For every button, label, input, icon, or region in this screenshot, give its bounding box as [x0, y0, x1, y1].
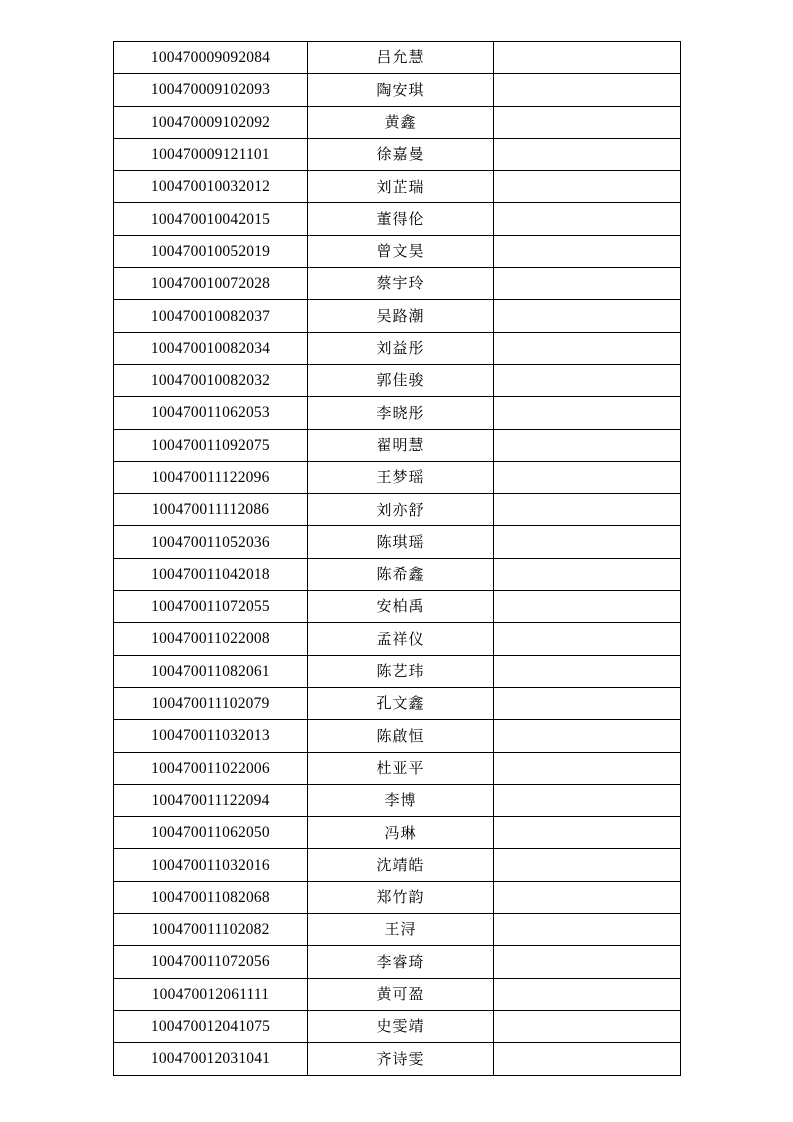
table-row	[114, 946, 681, 978]
candidate-id-cell: 100470010042015	[114, 203, 308, 235]
candidate-remarks-cell	[494, 74, 681, 106]
candidate-name-cell: 郑竹韵	[308, 881, 494, 913]
candidate-name-cell: 李博	[308, 784, 494, 816]
candidate-id-cell: 100470011102082	[114, 914, 308, 946]
candidate-id-cell: 100470011052036	[114, 526, 308, 558]
candidate-id-cell: 100470009102093	[114, 74, 308, 106]
candidate-id-cell: 100470011022006	[114, 752, 308, 784]
table-row	[114, 1010, 681, 1042]
table-row	[114, 655, 681, 687]
table-row	[114, 461, 681, 493]
candidate-remarks-cell	[494, 397, 681, 429]
candidate-remarks-cell	[494, 332, 681, 364]
candidate-name-cell: 翟明慧	[308, 429, 494, 461]
candidate-name-cell: 杜亚平	[308, 752, 494, 784]
candidate-id-cell: 100470011092075	[114, 429, 308, 461]
table-row	[114, 978, 681, 1010]
candidate-id-cell: 100470011082068	[114, 881, 308, 913]
table-row	[114, 42, 681, 74]
candidate-remarks-cell	[494, 849, 681, 881]
candidate-remarks-cell	[494, 623, 681, 655]
table-row	[114, 332, 681, 364]
candidate-remarks-cell	[494, 558, 681, 590]
candidate-name-cell: 曾文昊	[308, 235, 494, 267]
candidate-name-cell: 刘益彤	[308, 332, 494, 364]
table-row	[114, 429, 681, 461]
candidate-id-cell: 100470011032013	[114, 720, 308, 752]
candidate-id-cell: 100470010082037	[114, 300, 308, 332]
table-row	[114, 591, 681, 623]
candidate-remarks-cell	[494, 655, 681, 687]
candidate-remarks-cell	[494, 978, 681, 1010]
candidate-remarks-cell	[494, 429, 681, 461]
candidate-id-cell: 100470011022008	[114, 623, 308, 655]
candidate-name-cell: 沈靖皓	[308, 849, 494, 881]
table-row	[114, 1043, 681, 1075]
candidate-name-cell: 蔡宇玲	[308, 268, 494, 300]
candidate-name-cell: 吴路潮	[308, 300, 494, 332]
candidate-id-cell: 100470009092084	[114, 42, 308, 74]
table-row	[114, 268, 681, 300]
candidate-id-cell: 100470011112086	[114, 494, 308, 526]
candidate-id-cell: 100470010082034	[114, 332, 308, 364]
table-row	[114, 526, 681, 558]
candidate-name-cell: 王梦瑶	[308, 461, 494, 493]
candidate-remarks-cell	[494, 106, 681, 138]
candidate-remarks-cell	[494, 1043, 681, 1075]
table-row	[114, 106, 681, 138]
table-row	[114, 494, 681, 526]
candidate-name-cell: 徐嘉曼	[308, 138, 494, 170]
candidate-name-cell: 郭佳骏	[308, 364, 494, 396]
candidate-remarks-cell	[494, 817, 681, 849]
candidate-id-cell: 100470009121101	[114, 138, 308, 170]
candidate-name-cell: 史雯靖	[308, 1010, 494, 1042]
candidate-remarks-cell	[494, 784, 681, 816]
table-row	[114, 138, 681, 170]
candidate-remarks-cell	[494, 42, 681, 74]
candidate-id-cell: 100470011082061	[114, 655, 308, 687]
candidate-name-cell: 孟祥仪	[308, 623, 494, 655]
table-row	[114, 784, 681, 816]
candidate-remarks-cell	[494, 171, 681, 203]
candidate-id-cell: 100470012041075	[114, 1010, 308, 1042]
candidate-id-cell: 100470010032012	[114, 171, 308, 203]
candidate-name-cell: 刘芷瑞	[308, 171, 494, 203]
table-row	[114, 364, 681, 396]
candidate-remarks-cell	[494, 268, 681, 300]
candidate-id-cell: 100470011072056	[114, 946, 308, 978]
table-row	[114, 300, 681, 332]
candidate-name-cell: 黄可盈	[308, 978, 494, 1010]
candidate-remarks-cell	[494, 364, 681, 396]
candidate-name-cell: 冯琳	[308, 817, 494, 849]
candidate-id-cell: 100470011122094	[114, 784, 308, 816]
candidate-id-cell: 100470010082032	[114, 364, 308, 396]
candidate-name-cell: 陶安琪	[308, 74, 494, 106]
table-row	[114, 881, 681, 913]
table-row	[114, 203, 681, 235]
candidate-remarks-cell	[494, 720, 681, 752]
candidate-id-cell: 100470011062050	[114, 817, 308, 849]
candidate-name-cell: 董得伦	[308, 203, 494, 235]
candidate-name-cell: 安柏禹	[308, 591, 494, 623]
candidate-id-cell: 100470010072028	[114, 268, 308, 300]
candidate-id-cell: 100470012031041	[114, 1043, 308, 1075]
candidate-remarks-cell	[494, 203, 681, 235]
candidate-name-cell: 吕允慧	[308, 42, 494, 74]
table-row	[114, 235, 681, 267]
candidate-id-cell: 100470010052019	[114, 235, 308, 267]
candidate-remarks-cell	[494, 752, 681, 784]
table-row	[114, 687, 681, 719]
table-row	[114, 817, 681, 849]
candidate-id-cell: 100470009102092	[114, 106, 308, 138]
candidate-remarks-cell	[494, 914, 681, 946]
table-row	[114, 720, 681, 752]
table-row	[114, 74, 681, 106]
candidate-remarks-cell	[494, 300, 681, 332]
candidate-id-cell: 100470011072055	[114, 591, 308, 623]
candidate-name-cell: 李晓彤	[308, 397, 494, 429]
table-row	[114, 171, 681, 203]
candidate-name-cell: 孔文鑫	[308, 687, 494, 719]
candidate-remarks-cell	[494, 494, 681, 526]
candidate-name-cell: 陈艺玮	[308, 655, 494, 687]
candidate-remarks-cell	[494, 138, 681, 170]
table-row	[114, 752, 681, 784]
candidate-name-cell: 陈啟恒	[308, 720, 494, 752]
table-row	[114, 849, 681, 881]
table-row	[114, 914, 681, 946]
candidate-name-cell: 刘亦舒	[308, 494, 494, 526]
candidate-id-cell: 100470011062053	[114, 397, 308, 429]
table-row	[114, 558, 681, 590]
candidate-name-cell: 李睿琦	[308, 946, 494, 978]
candidate-id-cell: 100470011042018	[114, 558, 308, 590]
candidate-name-cell: 陈希鑫	[308, 558, 494, 590]
candidate-name-cell: 黄鑫	[308, 106, 494, 138]
candidate-name-cell: 王浔	[308, 914, 494, 946]
candidate-id-cell: 100470011032016	[114, 849, 308, 881]
candidate-remarks-cell	[494, 1010, 681, 1042]
candidate-remarks-cell	[494, 687, 681, 719]
candidate-remarks-cell	[494, 526, 681, 558]
candidate-name-cell: 陈琪瑶	[308, 526, 494, 558]
candidate-roster-table	[113, 41, 681, 1076]
candidate-remarks-cell	[494, 881, 681, 913]
candidate-remarks-cell	[494, 591, 681, 623]
candidate-id-cell: 100470012061111	[114, 978, 308, 1010]
table-row	[114, 397, 681, 429]
candidate-id-cell: 100470011102079	[114, 687, 308, 719]
candidate-id-cell: 100470011122096	[114, 461, 308, 493]
table-row	[114, 623, 681, 655]
candidate-remarks-cell	[494, 946, 681, 978]
candidate-remarks-cell	[494, 461, 681, 493]
candidate-name-cell: 齐诗雯	[308, 1043, 494, 1075]
table-body	[114, 42, 681, 1076]
candidate-remarks-cell	[494, 235, 681, 267]
